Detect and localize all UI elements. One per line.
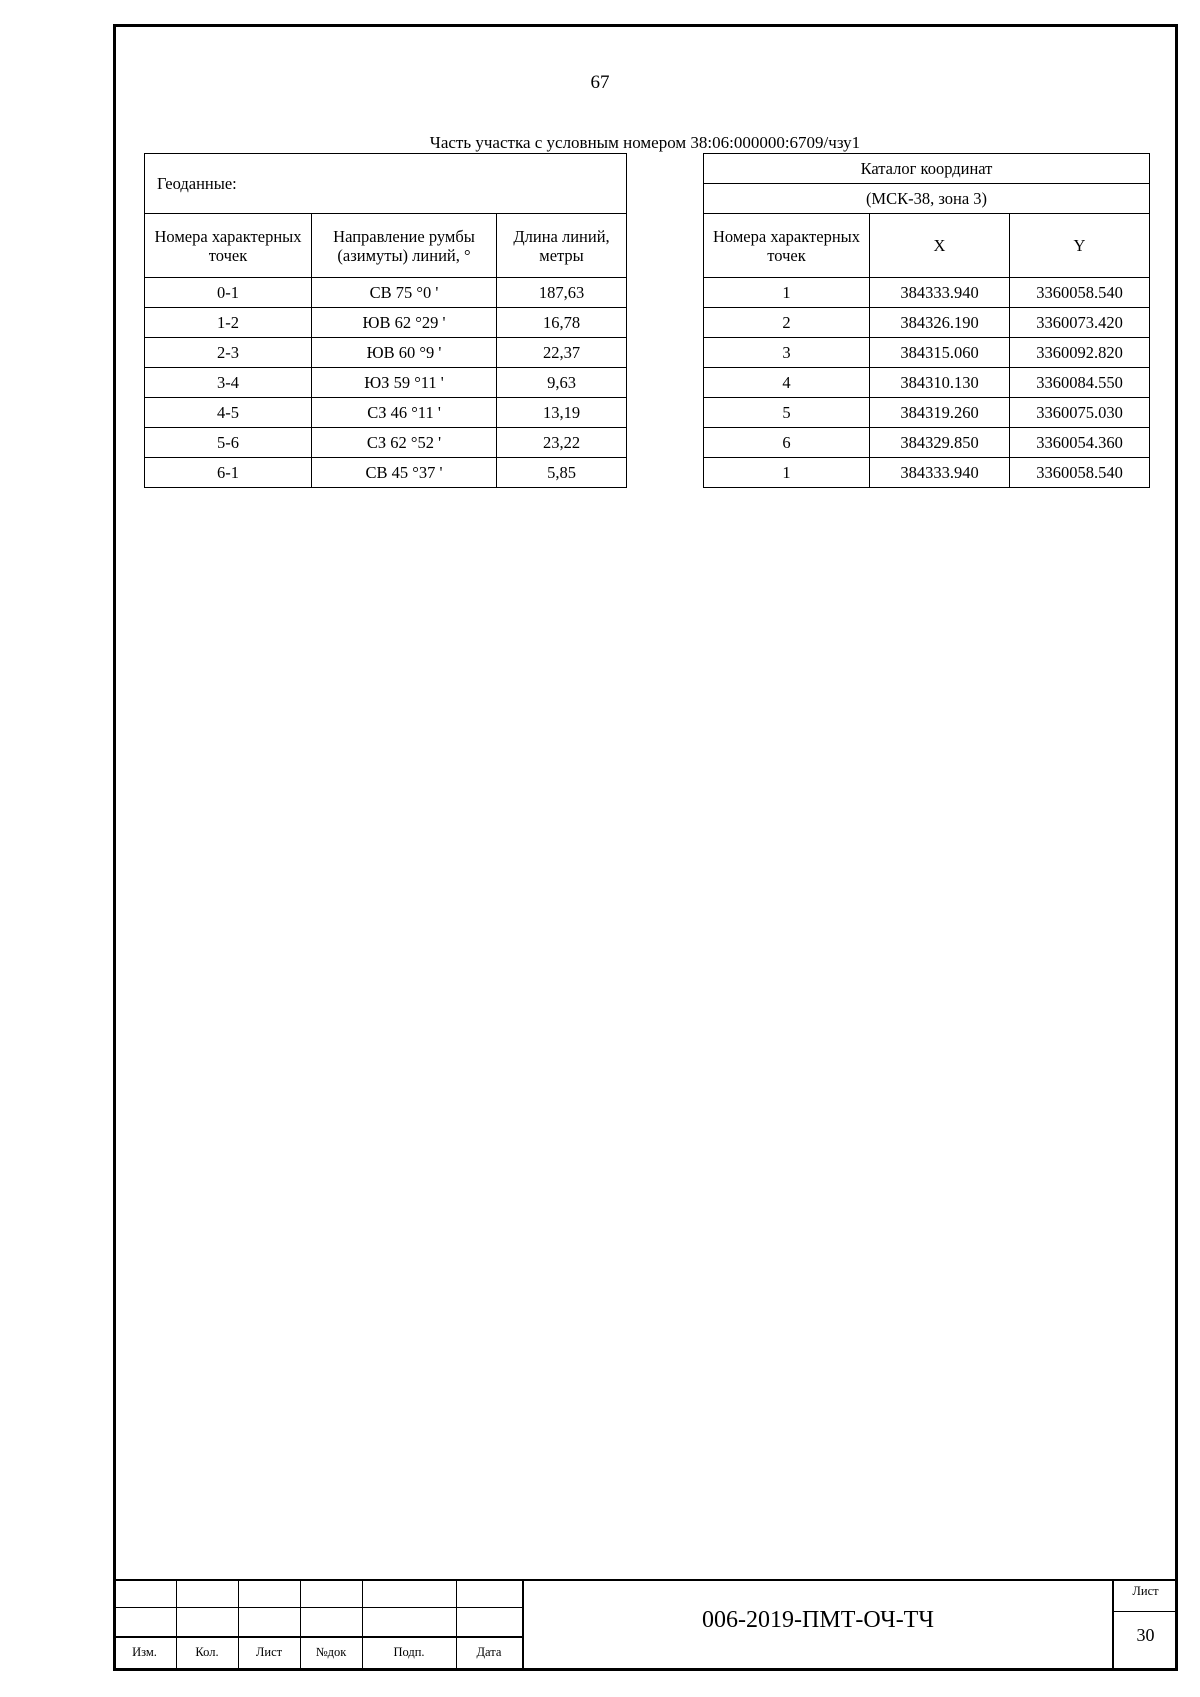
table-row bbox=[704, 338, 1150, 368]
y-coordinate-cell: 3360073.420 bbox=[1010, 308, 1150, 338]
segment-cell: 3-4 bbox=[145, 368, 312, 398]
stamp-label-count: Кол. bbox=[195, 1645, 219, 1659]
length-cell: 187,63 bbox=[497, 278, 627, 308]
y-coordinate-cell: 3360054.360 bbox=[1010, 428, 1150, 458]
geodata-header-bearing: Направление румбы (азимуты) линий, ° bbox=[312, 214, 497, 278]
bearing-cell: СВ 75 °0 ' bbox=[312, 278, 497, 308]
catalog-subtitle: (МСК-38, зона 3) bbox=[704, 184, 1150, 214]
bearing-cell: ЮЗ 59 °11 ' bbox=[312, 368, 497, 398]
segment-cell: 4-5 bbox=[145, 398, 312, 428]
length-cell: 23,22 bbox=[497, 428, 627, 458]
table-row bbox=[145, 368, 627, 398]
catalog-header-points: Номера характерных точек bbox=[704, 214, 870, 278]
table-row bbox=[145, 398, 627, 428]
table-row bbox=[145, 458, 627, 488]
x-coordinate-cell: 384333.940 bbox=[870, 458, 1010, 488]
point-cell: 6 bbox=[704, 428, 870, 458]
sheet-number: 30 bbox=[1136, 1625, 1155, 1645]
y-coordinate-cell: 3360092.820 bbox=[1010, 338, 1150, 368]
segment-cell: 0-1 bbox=[145, 278, 312, 308]
point-cell: 1 bbox=[704, 278, 870, 308]
point-cell: 2 bbox=[704, 308, 870, 338]
length-cell: 22,37 bbox=[497, 338, 627, 368]
x-coordinate-cell: 384315.060 bbox=[870, 338, 1010, 368]
table-row bbox=[704, 428, 1150, 458]
bearing-cell: СЗ 46 °11 ' bbox=[312, 398, 497, 428]
length-cell: 13,19 bbox=[497, 398, 627, 428]
y-coordinate-cell: 3360075.030 bbox=[1010, 398, 1150, 428]
segment-cell: 1-2 bbox=[145, 308, 312, 338]
catalog-header-x: X bbox=[870, 214, 1010, 278]
table-row bbox=[704, 398, 1150, 428]
x-coordinate-cell: 384310.130 bbox=[870, 368, 1010, 398]
length-cell: 9,63 bbox=[497, 368, 627, 398]
coordinate-catalog-table bbox=[703, 153, 1150, 488]
table-row bbox=[704, 368, 1150, 398]
stamp-label-change: Изм. bbox=[132, 1645, 157, 1659]
page-number: 67 bbox=[590, 72, 610, 93]
geodata-header-length: Длина линий, метры bbox=[497, 214, 627, 278]
point-cell: 5 bbox=[704, 398, 870, 428]
point-cell: 4 bbox=[704, 368, 870, 398]
segment-cell: 6-1 bbox=[145, 458, 312, 488]
geodata-rows bbox=[145, 278, 627, 488]
table-row bbox=[145, 278, 627, 308]
catalog-title: Каталог координат bbox=[704, 154, 1150, 184]
table-row bbox=[145, 338, 627, 368]
bearing-cell: СЗ 62 °52 ' bbox=[312, 428, 497, 458]
catalog-rows bbox=[704, 278, 1150, 488]
bearing-cell: СВ 45 °37 ' bbox=[312, 458, 497, 488]
plot-caption: Часть участка с условным номером 38:06:000000:6709/чзу1 bbox=[429, 133, 861, 152]
point-cell: 3 bbox=[704, 338, 870, 368]
x-coordinate-cell: 384326.190 bbox=[870, 308, 1010, 338]
document-code: 006-2019-ПМТ-ОЧ-ТЧ bbox=[702, 1607, 934, 1633]
geodata-table bbox=[144, 153, 627, 488]
table-row bbox=[145, 428, 627, 458]
segment-cell: 2-3 bbox=[145, 338, 312, 368]
x-coordinate-cell: 384333.940 bbox=[870, 278, 1010, 308]
stamp-label-doc-number: №док bbox=[315, 1645, 347, 1659]
y-coordinate-cell: 3360084.550 bbox=[1010, 368, 1150, 398]
point-cell: 1 bbox=[704, 458, 870, 488]
y-coordinate-cell: 3360058.540 bbox=[1010, 458, 1150, 488]
y-coordinate-cell: 3360058.540 bbox=[1010, 278, 1150, 308]
geodata-header-points: Номера характерных точек bbox=[145, 214, 312, 278]
length-cell: 5,85 bbox=[497, 458, 627, 488]
title-block bbox=[113, 1579, 1178, 1671]
x-coordinate-cell: 384319.260 bbox=[870, 398, 1010, 428]
segment-cell: 5-6 bbox=[145, 428, 312, 458]
bearing-cell: ЮВ 62 °29 ' bbox=[312, 308, 497, 338]
bearing-cell: ЮВ 60 °9 ' bbox=[312, 338, 497, 368]
x-coordinate-cell: 384329.850 bbox=[870, 428, 1010, 458]
catalog-header-y: Y bbox=[1010, 214, 1150, 278]
stamp-label-signature: Подп. bbox=[393, 1645, 425, 1659]
geodata-title: Геоданные: bbox=[145, 154, 627, 214]
sheet-label: Лист bbox=[1132, 1584, 1159, 1598]
table-row bbox=[145, 308, 627, 338]
stamp-label-date: Дата bbox=[476, 1645, 502, 1659]
length-cell: 16,78 bbox=[497, 308, 627, 338]
table-row bbox=[704, 458, 1150, 488]
table-row bbox=[704, 278, 1150, 308]
table-row bbox=[704, 308, 1150, 338]
stamp-label-sheet: Лист bbox=[255, 1645, 283, 1659]
